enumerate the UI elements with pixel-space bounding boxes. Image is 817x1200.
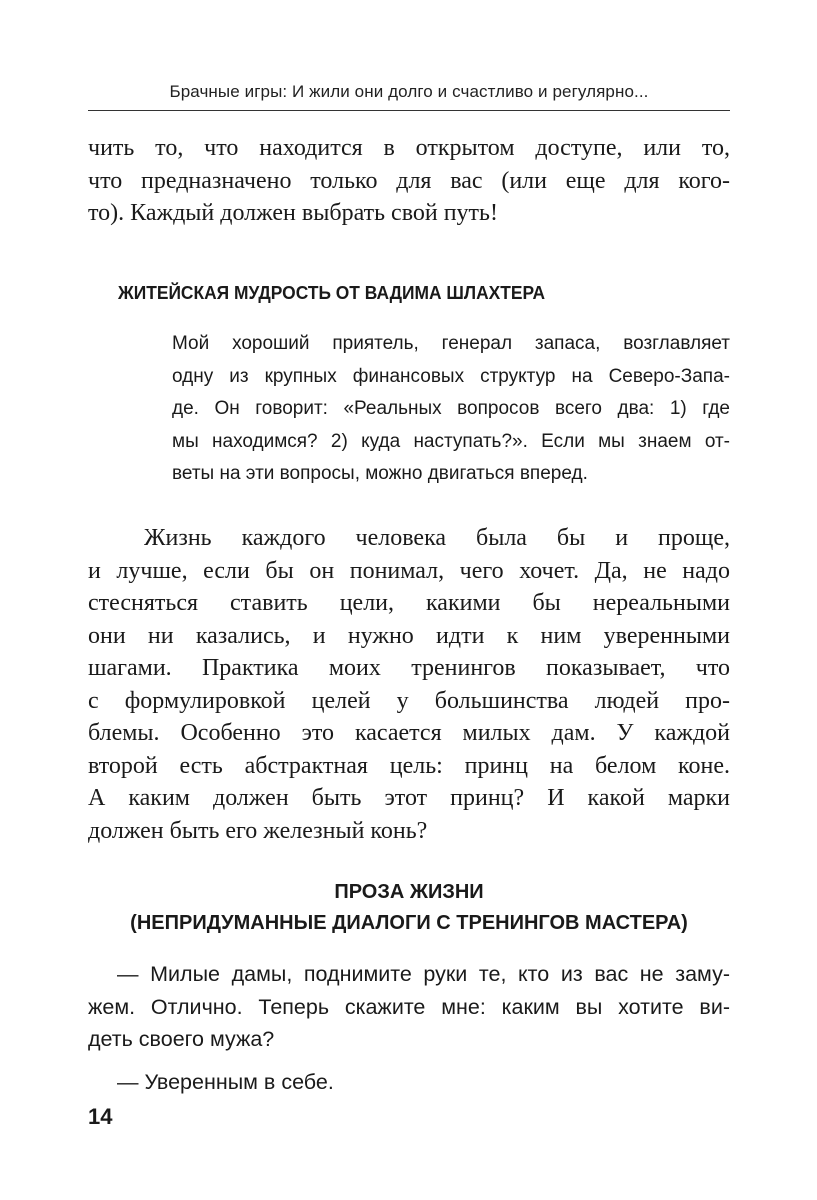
main-line: стесняться ставить цели, какими бы нереальными xyxy=(88,590,730,616)
main-line: блемы. Особенно это касается милых дам. У каждой xyxy=(88,720,730,746)
main-paragraph xyxy=(88,522,730,847)
sidebar-quote xyxy=(172,328,730,491)
intro-line: чить то, что находится в открытом доступе, или то, xyxy=(88,135,730,161)
quote-line: де. Он говорит: «Реальных вопросов всего два: 1) где xyxy=(172,398,730,419)
main-line: Жизнь каждого человека была бы и проще, xyxy=(144,525,730,551)
main-line: и лучше, если бы он понимал, чего хочет. Да, не надо xyxy=(88,557,730,584)
quote-line: мы находимся? 2) куда наступать?». Если мы знаем от- xyxy=(172,430,730,452)
quote-line: Мой хороший приятель, генерал запаса, возглавляет xyxy=(172,333,730,354)
section-heading-line1: ПРОЗА ЖИЗНИ xyxy=(334,881,484,903)
intro-paragraph xyxy=(88,132,730,230)
section-heading-line2: (НЕПРИДУМАННЫЕ ДИАЛОГИ С ТРЕНИНГОВ МАСТЕРА) xyxy=(130,912,688,934)
dialog-line: жем. Отлично. Теперь скажите мне: каким вы хотите ви- xyxy=(88,994,730,1019)
quote-line: веты на эти вопросы, можно двигаться вперед. xyxy=(172,463,588,484)
dialog-line: деть своего мужа? xyxy=(88,1027,275,1051)
main-line: должен быть его железный конь? xyxy=(88,817,428,844)
section-heading xyxy=(88,877,730,939)
intro-line: то). Каждый должен выбрать свой путь! xyxy=(88,200,498,226)
main-line: с формулировкой целей у большинства людей про- xyxy=(88,687,730,714)
page-number: 14 xyxy=(88,1104,113,1129)
main-line: шагами. Практика моих тренингов показывает, что xyxy=(88,655,730,681)
dialog-line: — Уверенным в себе. xyxy=(117,1070,334,1094)
dialog-paragraph-1 xyxy=(88,958,730,1056)
dialog-paragraph-2 xyxy=(88,1066,730,1099)
header-rule xyxy=(88,110,730,111)
running-head: Брачные игры: И жили они долго и счастливо и регулярно... xyxy=(169,82,649,101)
main-line: они ни казались, и нужно идти к ним уверенными xyxy=(88,622,730,649)
dialog-line: — Милые дамы, поднимите руки те, кто из вас не заму- xyxy=(117,962,730,986)
sidebar-title: ЖИТЕЙСКАЯ МУДРОСТЬ ОТ ВАДИМА ШЛАХТЕРА xyxy=(118,282,546,303)
main-line: второй есть абстрактная цель: принц на белом коне. xyxy=(88,752,730,779)
intro-line: что предназначено только для вас (или еще для кого- xyxy=(88,167,730,194)
main-line: А каким должен быть этот принц? И какой марки xyxy=(88,785,730,811)
quote-line: одну из крупных финансовых структур на Северо-Запа- xyxy=(172,365,730,387)
